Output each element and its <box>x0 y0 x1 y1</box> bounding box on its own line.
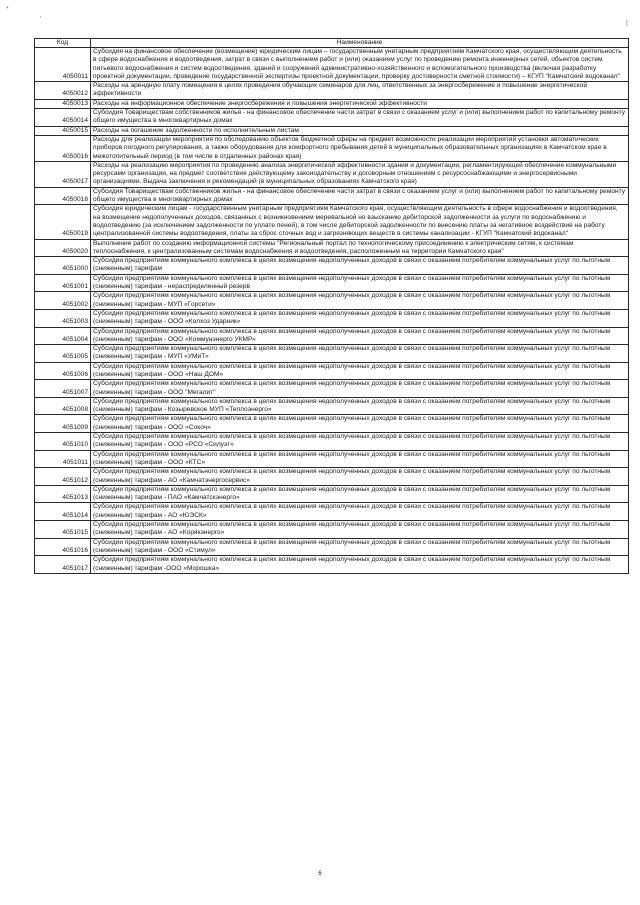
row-code: 4051003 <box>35 309 91 327</box>
table-row <box>35 415 629 433</box>
table-row <box>35 135 629 161</box>
row-code: 4050019 <box>35 205 91 239</box>
row-name: Субсидии предприятиям коммунального комплекса в целях возмещения недополученных доходов в связи с оказанием потребителям коммунальных услуг по льготным (сниженным) тарифам - АО «Камчатэнергосервис» <box>91 468 629 486</box>
row-code: 4050016 <box>35 135 91 161</box>
row-code: 4051013 <box>35 485 91 503</box>
table-row <box>35 257 629 275</box>
row-name: Субсидия юридическим лицам - государственным унитарным предприятиям Камчатского края, осуществляющим деятельность в сфере водоснабжения и водоотведения, на возмещение недополученных доходов, связанных с возникновением меревальной но взысканию дебиторской задолженности за услуги по водоснабжению и водоотведению (за исключением задолженности по уплате пеней), в том числе дебиторской задолженности по внесению платы за негативное воздействие на работу централизованной системы водоотведения, платы за сброс сточных вод и загрязняющих веществ в системы канализации - КГУП "Камчатский водоканал" <box>91 205 629 239</box>
table-row <box>35 521 629 539</box>
row-name: Субсидии предприятиям коммунального комплекса в целях возмещения недополученных доходов в связи с оказанием потребителям коммунальных услуг по льготным (сниженным) тарифам - ООО «РСО «Силуэт» <box>91 433 629 451</box>
table-row <box>35 380 629 398</box>
row-code: 4051005 <box>35 345 91 363</box>
row-name: Субсидии предприятиям коммунального комплекса в целях возмещения недополученных доходов в связи с оказанием потребителям коммунальных услуг по льготным (сниженным) тарифам - ООО «Стимул» <box>91 538 629 556</box>
row-code: 4051014 <box>35 503 91 521</box>
row-code: 4051015 <box>35 521 91 539</box>
row-name: Субсидии предприятиям коммунального комплекса в целях возмещения недополученных доходов в связи с оказанием потребителям коммунальных услуг по льготным (сниженным) тарифам - ООО «Наш ДОМ» <box>91 362 629 380</box>
table-row <box>35 205 629 239</box>
row-name: Субсидии предприятиям коммунального комплекса в целях возмещения недополученных доходов в связи с оказанием потребителям коммунальных услуг по льготным (сниженным) тарифам - ООО «Колхоз Ударник» <box>91 309 629 327</box>
table-row <box>35 433 629 451</box>
row-code: 4051000 <box>35 257 91 275</box>
row-code: 4050011 <box>35 48 91 82</box>
header-name: Наименование <box>91 39 629 48</box>
row-name: Расходы на арендную плату помещения в целях проведения обучающих семинаров для лиц, ответственных за энергосбережение и повышение энергетической эффективности <box>91 82 629 100</box>
table-row <box>35 309 629 327</box>
row-name: Субсидии предприятиям коммунального комплекса в целях возмещения недополученных доходов в связи с оказанием потребителям коммунальных услуг по льготным (сниженным) тарифам - ООО «Коммунэнерго УКМР» <box>91 327 629 345</box>
row-code: 4051009 <box>35 415 91 433</box>
row-name: Субсидии предприятиям коммунального комплекса в целях возмещения недополученных доходов в связи с оказанием потребителям коммунальных услуг по льготным (сниженным) тарифам - АО «ЮЭСК» <box>91 503 629 521</box>
table-row <box>35 327 629 345</box>
row-name: Субсидия Товариществам собственников жилья - на финансовое обеспечение части затрат в связи с оказанием услуг и (или) выполнением работ по капитальному ремонту общего имущества в многоквартирных домах <box>91 187 629 205</box>
table-row <box>35 126 629 135</box>
table-row <box>35 292 629 310</box>
row-name: Субсидии предприятиям коммунального комплекса в целях возмещения недополученных доходов в связи с оказанием потребителям коммунальных услуг по льготным (сниженным) тарифам - ООО «Сокоч» <box>91 415 629 433</box>
table-row <box>35 99 629 108</box>
row-name: Субсидии предприятиям коммунального комплекса в целях возмещения недополученных доходов в связи с оказанием потребителям коммунальных услуг по льготным (сниженным) тарифам - ООО «КТС» <box>91 450 629 468</box>
table-row <box>35 468 629 486</box>
row-name: Субсидии предприятиям коммунального комплекса в целях возмещения недополученных доходов в связи с оказанием потребителям коммунальных услуг по льготным (сниженным) тарифам - нераспределенный резерв <box>91 274 629 292</box>
row-name: Субсидии предприятиям коммунального комплекса в целях возмещения недополученных доходов в связи с оказанием потребителям коммунальных услуг по льготным (сниженным) тарифам - ООО "Мегалит" <box>91 380 629 398</box>
row-code: 4051012 <box>35 468 91 486</box>
page-number: 6 <box>318 871 322 877</box>
row-name: Субсидия на финансовое обеспечение (возмещение) юридическим лицам – государственным унитарным предприятиям Камчатского края, осуществляющим деятельность в сфере водоснабжения и водоотведения, затрат в связи с выполнением работ и (или) оказанием услуг по проведению ремонта инженерных сетей, объектов систем питьевого водоснабжения и систем водоотведения, зданий и сооружений административно-хозяйственного и вспомогательного производства (включая разработку проектной документации, проведение государственной экспертизы проектной документации, проверку достоверности сметной стоимости) – КГУП "Камчатский водоканал" <box>91 48 629 82</box>
row-name: Субсидия Товариществам собственников жилья - на финансовое обеспечение части затрат в связи с оказанием услуг и (или) выполнением работ по капитальному ремонту общего имущества в многоквартирных домах <box>91 109 629 127</box>
table-row <box>35 161 629 187</box>
row-name: Субсидии предприятиям коммунального комплекса в целях возмещения недополученных доходов в связи с оказанием потребителям коммунальных услуг по льготным (сниженным) тарифам - МУП «УМиТ» <box>91 345 629 363</box>
table-row <box>35 362 629 380</box>
table-row <box>35 556 629 574</box>
row-code: 4051011 <box>35 450 91 468</box>
row-code: 4050012 <box>35 82 91 100</box>
row-name: Расходы на информационное обеспечение энергосбережения и повышения энергетической эффективности <box>91 99 629 108</box>
row-name: Субсидии предприятиям коммунального комплекса в целях возмещения недополученных доходов в связи с оказанием потребителям коммунальных услуг по льготным (сниженным) тарифам -ООО «Морошка» <box>91 556 629 574</box>
row-code: 4051004 <box>35 327 91 345</box>
row-name: Субсидии предприятиям коммунального комплекса в целях возмещения недополученных доходов в связи с оказанием потребителям коммунальных услуг по льготным (сниженным) тарифам - ПАО «Камчатскэнерго» <box>91 485 629 503</box>
row-code: 4051017 <box>35 556 91 574</box>
row-name: Субсидии предприятиям коммунального комплекса в целях возмещения недополученных доходов в связи с оказанием потребителям коммунальных услуг по льготным (сниженным) тарифам - АО «Корякэнерго» <box>91 521 629 539</box>
row-name: Субсидии предприятиям коммунального комплекса в целях возмещения недополученных доходов в связи с оказанием потребителям коммунальных услуг по льготным (сниженным) тарифам - Козыревское МУП «Теплоэнерго» <box>91 397 629 415</box>
table-body <box>35 48 629 574</box>
row-code: 4051010 <box>35 433 91 451</box>
row-code: 4050020 <box>35 239 91 257</box>
table-row <box>35 187 629 205</box>
row-name: Расходы для реализации мероприятия по обследованию объектов бюджетной сферы на предмет возможности реализации мероприятий установки автоматических приборов погодного регулирования, а также оборудования для комфортного пребывания детей в муниципальных образовательных организациях в Камчатском крае в межотопительный период (в том числе в отдаленных районах края) <box>91 135 629 161</box>
row-code: 4050013 <box>35 99 91 108</box>
row-code: 4051006 <box>35 362 91 380</box>
table-row <box>35 485 629 503</box>
row-code: 4050015 <box>35 126 91 135</box>
row-name: Расходы на погашение задолженности по исполнительным листам <box>91 126 629 135</box>
scan-mark: ' <box>40 16 42 23</box>
table-row <box>35 397 629 415</box>
header-code: Код <box>35 39 91 48</box>
table-row <box>35 450 629 468</box>
row-code: 4051001 <box>35 274 91 292</box>
table-row <box>35 109 629 127</box>
table-row <box>35 48 629 82</box>
scan-mark: | <box>626 20 628 27</box>
row-code: 4051016 <box>35 538 91 556</box>
table-row <box>35 345 629 363</box>
row-name: Субсидии предприятиям коммунального комплекса в целях возмещения недополученных доходов в связи с оказанием потребителям коммунальных услуг по льготным (сниженным) тарифам <box>91 257 629 275</box>
row-code: 4051002 <box>35 292 91 310</box>
row-code: 4050014 <box>35 109 91 127</box>
table-header-row <box>35 39 629 48</box>
row-code: 4051007 <box>35 380 91 398</box>
table-row <box>35 503 629 521</box>
scan-mark: * <box>6 6 9 13</box>
table-row <box>35 274 629 292</box>
table-row <box>35 82 629 100</box>
row-name: Субсидии предприятиям коммунального комплекса в целях возмещения недополученных доходов в связи с оказанием потребителям коммунальных услуг по льготным (сниженным) тарифам - МУП «Горсети» <box>91 292 629 310</box>
row-code: 4050018 <box>35 187 91 205</box>
table-row <box>35 239 629 257</box>
row-code: 4051008 <box>35 397 91 415</box>
row-name: Расходы на реализацию мероприятия по проведению анализа энергетической эффективности здания и документации, регламентирующей обеспечение коммунальными ресурсами организации, на предмет соответствия действующему законодательству и договорным отношениям с ресурсоснабжающими и энергосервисными организациями. Выдача заключения и рекомендаций (в муниципальных образованиях Камчатского края) <box>91 161 629 187</box>
row-code: 4050017 <box>35 161 91 187</box>
codes-table <box>34 38 629 574</box>
row-name: Выполнение работ по созданию информационной системы "Региональный портал по технологическому присоединению к электрическим сетям, к системам теплоснабжения, к централизованным системам водоснабжения и водоотведения, расположенным на территории Камчатского края" <box>91 239 629 257</box>
table-row <box>35 538 629 556</box>
